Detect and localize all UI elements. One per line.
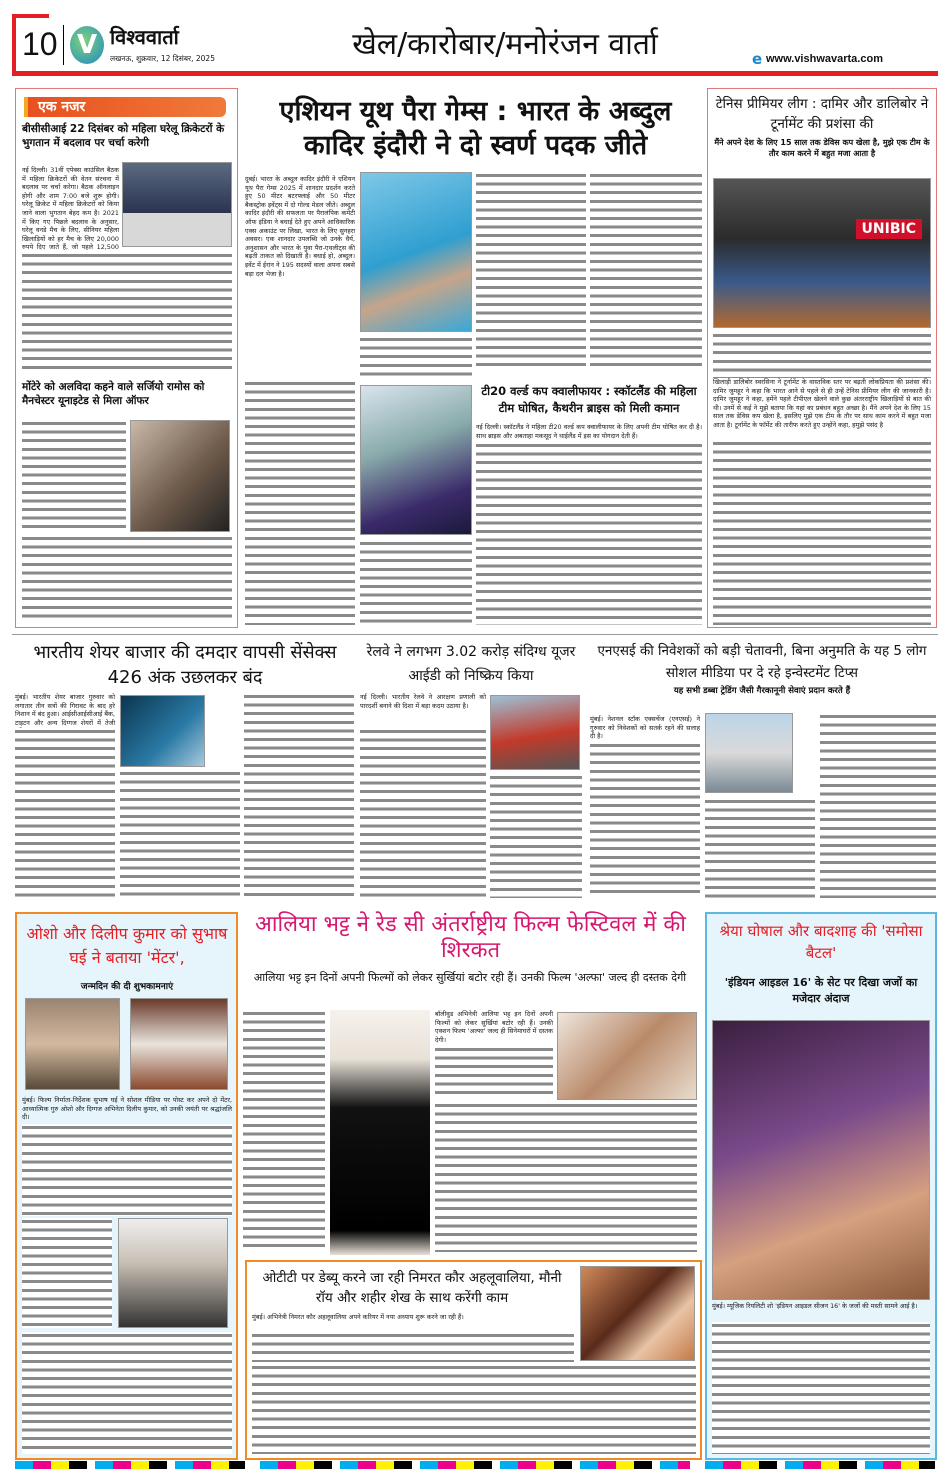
t20-body-more xyxy=(476,442,702,625)
subhash-ghai-photo xyxy=(118,1218,228,1328)
alia-dress-photo xyxy=(330,1010,430,1255)
registration-bar xyxy=(705,1461,935,1469)
stock-body-col2 xyxy=(120,770,240,898)
osho-body: मुंबई। फिल्म निर्माता-निर्देशक सुभाष घई ने सोशल मीडिया पर पोस्ट कर अपने दो मेंटर, आध्यात्मिक गुरु ओशो और दिग्गज अभिनेता दिलीप कुमार, को उनकी जयंती पर श्रद्धांजलि दी। xyxy=(22,1096,232,1122)
ek-nazar-tag: एक नजर xyxy=(24,97,226,117)
para-games-body-more xyxy=(360,336,472,376)
ramos-body xyxy=(22,420,126,532)
alia-body-more xyxy=(435,1046,553,1098)
stock-body-col3 xyxy=(244,693,354,898)
shreya-body: मुंबई। म्यूजिक रियलिटी शो 'इंडियन आइडल सीजन 16' के जजों की मस्ती सामने आई है। xyxy=(712,1302,918,1310)
nimrat-photo xyxy=(580,1266,695,1361)
shreya-body-more xyxy=(712,1322,930,1454)
para-games-body-col1b xyxy=(245,380,355,625)
alia-portrait-photo xyxy=(557,1012,697,1100)
cricketer-photo xyxy=(360,385,472,535)
para-games-body: दुबई। भारत के अब्दुल कादिर इंदौरी ने एशियन यूथ पैरा गेम्स 2025 में शानदार प्रदर्शन करते हुए 50 मीटर बटरफ्लाई और 50 मीटर बैकस्ट्रोक इवेंट्स में दो गोल्ड मेडल जीते। अब्दुल कादिर इंदौरी की सफलता पर पैरालंपिक कमेटी ऑफ इंडिया ने बधाई देते हुए अपने आधिकारिक एक्स अकाउंट पर लिखा, भारत के लिए सुनहरा अवसर। एक शानदार उपलब्धि जो उनके धैर्य, अनुशासन और भारत के युवा पैरा-एथलीट्स की बढ़ती ताकत को दिखाती है। बधाई हो, अब्दुल। इवेंट में ईरान ने 195 सदस्यों वाला अपना सबसे बड़ा दल भेजा है। xyxy=(245,175,355,278)
ramos-body-more xyxy=(22,535,232,623)
rail-headline: रेलवे ने लगभग 3.02 करोड़ संदिग्ध यूजर आईडी को निष्क्रिय किया xyxy=(366,644,576,684)
bcci-body-more xyxy=(22,252,232,370)
page-number: 10 xyxy=(22,26,58,62)
tennis-headline: टेनिस प्रीमियर लीग : दामिर और डालिबोर ने टूर्नामेंट की प्रशंसा की xyxy=(715,96,929,132)
bcci-body: नई दिल्ली। 31वीं एपेक्स काउंसिल बैठक में महिला क्रिकेटरों की वेतन संरचना में बदलाव पर चर्चा करेगा। बैठक ऑनलाइन होगी और शाम 7:00 बजे शुरू होगी। घरेलू क्रिकेट में महिला क्रिकेटरों को किया जाने वाला भुगतान बेहद कम है। 2021 में किए गए पिछले बदलाव के अनुसार, घरेलू वनडे मैच के लिए, सीनियर महिला खिलाड़ियों को हर मैच के लिए 20,000 रुपये दिए जाते हैं, जो पहले 12,500 xyxy=(22,166,119,252)
t20-body: नई दिल्ली। स्कॉटलैंड ने महिला टी20 वर्ल्ड कप क्वालीफायर के लिए अपनी टीम घोषित कर दी है। साथ ब्राइस और अबताहा मकसूद ने थाईलैंड में इस का योगदान देती हैं। xyxy=(476,423,702,440)
stock-body: मुंबई। भारतीय शेयर बाजार गुरुवार को लगातार तीन सत्रों की गिरावट के बाद हरे निशान में बंद हुआ। आईसीआईसीआई बैंक, टाइटन और अन्य दिग्गज शेयरों में तेजी xyxy=(15,693,115,727)
alia-subhead: आलिया भट्ट इन दिनों अपनी फिल्मों को लेकर सुर्खियां बटोर रही हैं। उनकी फिल्म 'अल्फा' जल्द ही दस्तक देगी xyxy=(253,971,687,984)
osho-photo xyxy=(130,998,228,1090)
ramos-photo xyxy=(130,420,230,532)
nse-building-photo xyxy=(705,713,793,793)
alia-body-col2 xyxy=(435,1102,697,1252)
stock-body-more xyxy=(15,728,115,898)
rail-body-col2 xyxy=(490,774,582,898)
shreya-badshah-photo xyxy=(712,1020,930,1300)
nse-body: मुंबई। नेशनल स्टॉक एक्सचेंज (एनएसई) ने गुरुवार को निवेशकों को सतर्क रहने की सलाह दी है। xyxy=(590,715,700,741)
rail-body-more xyxy=(360,728,486,898)
tennis-body-top xyxy=(713,332,931,378)
para-games-body-col3 xyxy=(476,172,586,372)
osho-body-more3 xyxy=(22,1332,232,1454)
dateline: लखनऊ, शुक्रवार, 12 दिसंबर, 2025 xyxy=(110,54,215,63)
shreya-headline: श्रेया घोषाल और बादशाह की 'समोसा बैटल' xyxy=(719,922,923,962)
nimrat-body-more2 xyxy=(252,1364,696,1454)
t20-headline: टी20 वर्ल्ड कप क्वालीफायर : स्कॉटलैंड की महिला टीम घोषित, कैथरीन ब्राइस को मिली कमान xyxy=(481,384,697,415)
tennis-body: खिलाड़ी डालिबोर स्वरसिना ने टूर्नामेंट के वास्तविक स्तर पर बढ़ती लोकप्रियता की प्रशंसा की। दामिर जुमहूर ने कहा कि भारत आने से पहले से ही उन्हें टेनिस प्रीमियर लीग की जानकारी है। दामिर जुमहूर ने कहा, हमेंने पहले टीपीएल खेलने वाले कुछ अंतरराष्ट्रीय खिलाड़ियों से बात की थी। उनमें से कई ने मुझे बताया कि यहां का प्रबंधन बहुत अच्छा है। मैंने अपने देश के लिए 15 साल तक डेविस कप खेला है, इसलिए मुझे एक टीम के तौर पर साथ काम करने में बहुत मजा आता है। टूर्नामेंट के फॉर्मेट की तारीफ करते हुए उन्होंने कहा, हमुझे पसंद है xyxy=(713,378,931,429)
nimrat-body-more xyxy=(252,1332,574,1362)
row-divider xyxy=(12,634,938,635)
osho-body-more2 xyxy=(22,1218,112,1328)
t20-body-col1 xyxy=(360,540,472,625)
tennis-player-photo xyxy=(713,178,931,328)
alia-body: बॉलीवुड अभिनेत्री आलिया भट्ट इन दिनों अपनी फिल्मों को लेकर सुर्खियां बटोर रही हैं। उनकी एक्शन फिल्म 'अल्फा' जल्द ही सिनेमाघरों में दस्तक देगी। xyxy=(435,1010,553,1044)
registration-bar xyxy=(15,1461,245,1469)
nse-body-col3 xyxy=(820,713,936,898)
osho-body-more xyxy=(22,1124,232,1216)
registration-bar xyxy=(260,1461,690,1469)
tennis-body-more xyxy=(713,440,931,625)
section-title: खेल/कारोबार/मनोरंजन वार्ता xyxy=(352,27,658,62)
header-divider xyxy=(63,25,64,65)
shreya-subhead: 'इंडियन आइडल 16' के सेट पर दिखा जजों का मजेदार अंदाज xyxy=(724,976,918,1005)
bcci-official-photo xyxy=(122,162,232,247)
para-games-headline: एशियन यूथ पैरा गेम्स : भारत के अब्दुल कादिर इंदौरी ने दो स्वर्ण पदक जीते xyxy=(279,96,672,161)
nimrat-body: मुंबई। अभिनेत्री निमरत कौर अहलूवालिया अपने करियर में नया अध्याय शुरू करने जा रही हैं। xyxy=(252,1313,464,1321)
alia-body-left xyxy=(243,1010,325,1250)
nse-subhead: यह सभी डब्बा ट्रेडिंग जैसी गैरकानूनी सेवाएं प्रदान करते हैं xyxy=(673,686,851,696)
osho-subhead: जन्मदिन की दी शुभकामनाएं xyxy=(80,982,174,992)
swimmer-photo xyxy=(360,172,472,332)
ramos-headline: मोंटेरे को अलविदा कहने वाले सर्जियो रामोस को मैनचेस्टर यूनाइटेड से मिला ऑफर xyxy=(22,381,205,407)
paper-name: विश्ववार्ता xyxy=(110,25,179,49)
nse-headline: एनएसई की निवेशकों को बड़ी चेतावनी, बिना अनुमति के यह 5 लोग सोशल मीडिया पर दे रहे इन्वेस्टमेंट टिप्स xyxy=(597,643,927,681)
logo-globe-icon: V xyxy=(70,26,104,64)
dilip-kumar-photo xyxy=(25,998,120,1090)
tennis-subhead: मैंने अपने देश के लिए 15 साल तक डेविस कप खेला है, मुझे एक टीम के तौर काम करने में बहुत मजा आता है xyxy=(714,138,930,158)
website-icon: e xyxy=(752,50,763,68)
osho-headline: ओशो और दिलीप कुमार को सुभाष घई ने बताया 'मेंटर', xyxy=(26,924,228,967)
stock-chart-photo xyxy=(120,695,205,767)
rail-body: नई दिल्ली। भारतीय रेलवे ने आरक्षण प्रणाली को पारदर्शी बनाने की दिशा में बड़ा कदम उठाया है। xyxy=(360,693,486,710)
train-photo xyxy=(490,695,580,770)
nimrat-headline: ओटीटी पर डेब्यू करने जा रही निमरत कौर अहलूवालिया, मौनी रॉय और शहीर शेख के साथ करेंगी काम xyxy=(262,1270,562,1306)
unibic-banner: UNIBIC xyxy=(856,219,922,239)
nse-body-col2 xyxy=(705,798,815,898)
stock-headline: भारतीय शेयर बाजार की दमदार वापसी सेंसेक्स 426 अंक उछलकर बंद xyxy=(33,642,337,688)
website-link[interactable]: www.vishwavarta.com xyxy=(766,53,883,65)
bcci-headline: बीसीसीआई 22 दिसंबर को महिला घरेलू क्रिकेटरों के भुगतान में बदलाव पर चर्चा करेगी xyxy=(22,123,225,149)
alia-headline: आलिया भट्ट ने रेड सी अंतर्राष्ट्रीय फिल्म फेस्टिवल में की शिरकत xyxy=(255,912,686,963)
para-games-body-col4 xyxy=(590,172,702,372)
nse-body-more xyxy=(590,742,700,898)
